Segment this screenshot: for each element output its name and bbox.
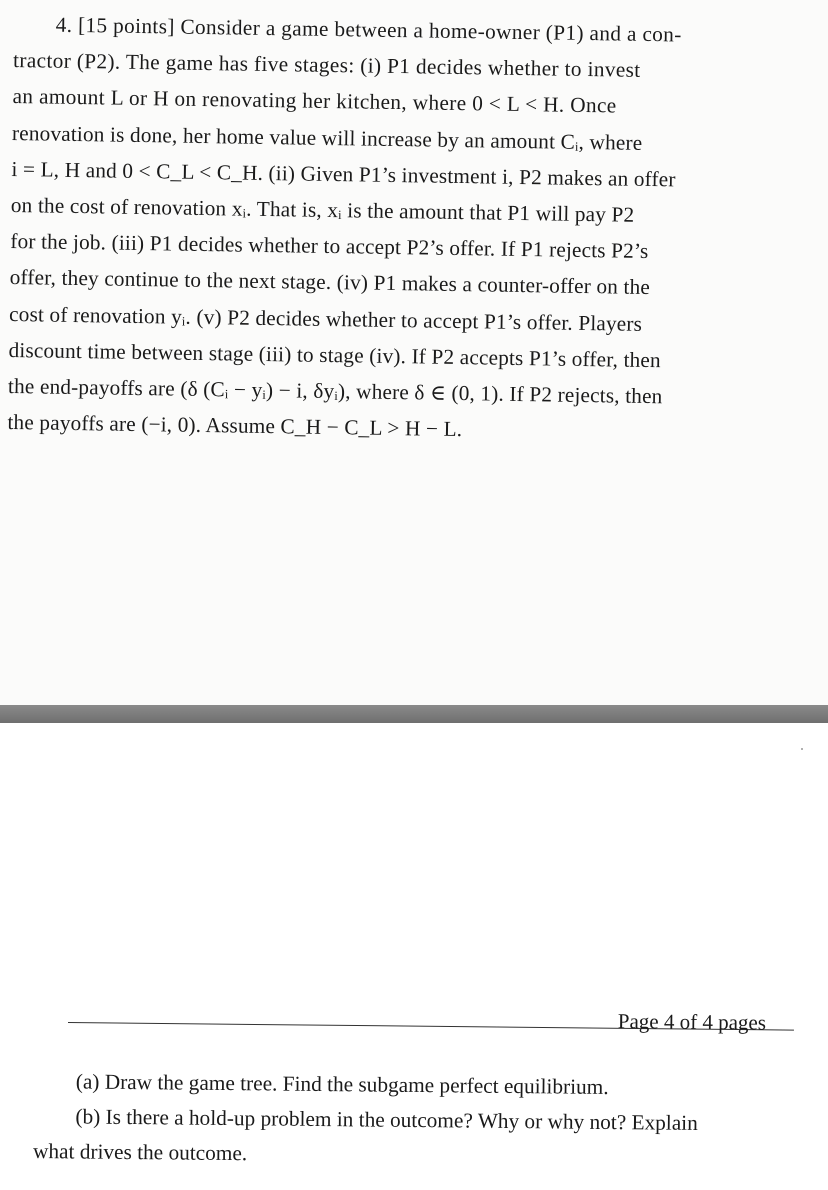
problem-line-8: offer, they continue to the next stage. (iv) P1 makes a counter-offer on the xyxy=(9,265,651,300)
problem-line-10: discount time between stage (iii) to stage (iv). If P2 accepts P1’s offer, then xyxy=(8,337,662,373)
problem-line-9: cost of renovation yᵢ. (v) P2 decides whether to accept P1’s offer. Players xyxy=(8,301,643,336)
part-a: (a) Draw the game tree. Find the subgame perfect equilibrium. xyxy=(75,1069,609,1100)
problem-statement xyxy=(7,6,794,453)
problem-line-5: i = L, H and 0 < C_L < C_H. (ii) Given P1’s investment i, P2 makes an offer xyxy=(11,156,676,192)
problem-line-6: on the cost of renovation xᵢ. That is, xᵢ is the amount that P1 will pay P2 xyxy=(10,192,635,227)
page-number: Page 4 of 4 pages xyxy=(617,1009,767,1035)
problem-line-1: 4. [15 points] Consider a game between a home-owner (P1) and a con- xyxy=(55,12,682,47)
problem-line-12: the payoffs are (−i, 0). Assume C_H − C_L > H − L. xyxy=(7,410,463,442)
problem-line-7: for the job. (iii) P1 decides whether to accept P2’s offer. If P1 rejects P2’s xyxy=(10,229,649,264)
problem-line-11: the end-payoffs are (δ (Cᵢ − yᵢ) − i, δyᵢ), where δ ∈ (0, 1). If P2 rejects, then xyxy=(7,373,663,409)
page-speck xyxy=(801,748,803,750)
problem-line-4: renovation is done, her home value will increase by an amount Cᵢ, where xyxy=(11,120,643,155)
question-parts xyxy=(33,1064,794,1177)
problem-line-3: an amount L or H on renovating her kitchen, where 0 < L < H. Once xyxy=(12,84,617,118)
page-divider xyxy=(0,705,828,723)
part-b: (b) Is there a hold-up problem in the outcome? Why or why not? Explain xyxy=(75,1104,698,1135)
problem-line-2: tractor (P2). The game has five stages: (i) P1 decides whether to invest xyxy=(12,48,641,83)
part-b-continued: what drives the outcome. xyxy=(32,1138,248,1166)
